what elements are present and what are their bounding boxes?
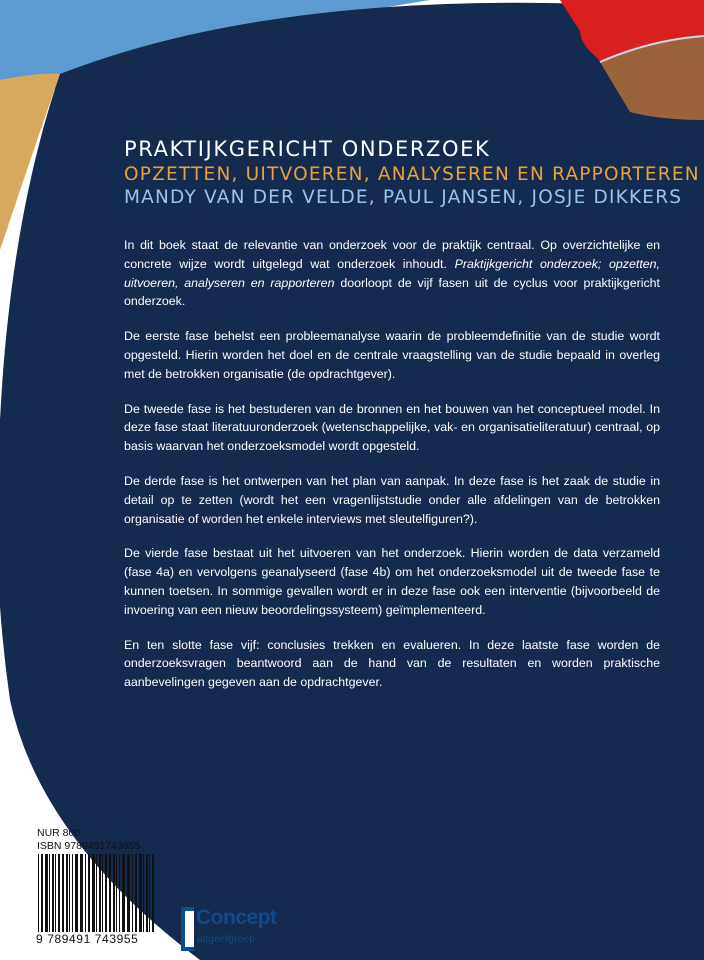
publisher-logo	[181, 907, 281, 953]
blurb-paragraph-5: De vierde fase bestaat uit het uitvoeren van het onderzoek. Hierin worden de data verzameld (fase 4a) en vervolgens geanalyseerd (fase 4b) om het onderzoeksmodel uit de tweede fase te kunnen toetsen. In sommige gevallen wordt er in deze fase ook een interventie (bijvoorbeeld de invoering van een nieuw beoordelingssysteem) geïmplementeerd.	[124, 546, 660, 617]
book-codes	[37, 827, 140, 853]
barcode-bar	[96, 854, 97, 932]
barcode-bar	[127, 854, 130, 932]
barcode-bar	[146, 854, 148, 932]
barcode-bar	[119, 854, 120, 932]
barcode-bar	[58, 854, 60, 932]
barcode-bar	[152, 854, 154, 932]
blurb-paragraph-1	[124, 236, 660, 311]
barcode-bar	[143, 854, 144, 932]
book-authors: MANDY VAN DER VELDE, PAUL JANSEN, JOSJE DIKKERS	[124, 187, 683, 208]
barcode-bar	[92, 854, 95, 932]
barcode-bar	[62, 854, 64, 932]
barcode-bar	[72, 854, 73, 932]
barcode-bar	[49, 854, 50, 932]
barcode-bar	[88, 854, 90, 932]
nur-code: NUR 800	[37, 827, 81, 839]
barcode-bar	[122, 854, 125, 932]
barcode-bar	[75, 854, 78, 932]
blurb-paragraph-4: De derde fase is het ontwerpen van het plan van aanpak. In deze fase is het zaak de studie in detail op te zetten (wordt het een vragenlijststudie onder alle afdelingen van de betrokken organisatie of worden het enkele interviews met sleutelfiguren?).	[124, 473, 660, 526]
barcode-bar	[38, 854, 39, 932]
barcode-bar	[102, 854, 103, 932]
barcode-bar	[52, 854, 54, 932]
blurb-p1-start: In dit boek staat de relevantie van onderzoek voor de praktijk centraal. Op overzichtelijke en concrete wijze wordt uitgelegd wat onderzoek inhoudt.	[124, 238, 660, 271]
barcode-bar	[116, 854, 117, 932]
blurb-p1-end: doorloopt de vijf fasen uit de cyclus voor praktijkgericht onderzoek.	[124, 275, 660, 309]
barcode-bar	[66, 854, 68, 932]
barcode	[36, 854, 158, 932]
barcode-bar	[85, 854, 86, 932]
blurb-paragraph-2: De eerste fase behelst een probleemanalyse waarin de probleemdefinitie van de studie wordt opgesteld. Hierin worden het doel en de centrale vraagstelling van de studie bepaald in overleg met de betrokken organisatie (de opdrachtgever).	[124, 329, 660, 381]
isbn-code: ISBN 9789491743955	[37, 840, 141, 852]
book-subtitle: OPZETTEN, UITVOEREN, ANALYSEREN EN RAPPORTEREN	[124, 164, 700, 185]
barcode-digits: 9 789491 743955	[36, 932, 139, 946]
barcode-bar	[139, 854, 142, 932]
barcode-bar	[99, 854, 101, 932]
barcode-bar	[105, 854, 107, 932]
cover-header	[124, 136, 700, 209]
barcode-bar	[109, 854, 111, 932]
barcode-bar	[135, 854, 137, 932]
publisher-name: Concept	[196, 906, 277, 929]
barcode-bar	[149, 854, 150, 932]
publisher-subtitle: uitgeefgroep	[197, 934, 256, 945]
publisher-logo-mark	[181, 907, 197, 951]
book-title: PRAKTIJKGERICHT ONDERZOEK	[124, 137, 491, 161]
barcode-bar	[41, 854, 43, 932]
barcode-block	[36, 854, 160, 948]
barcode-bar	[69, 854, 70, 932]
blurb-p1-title: Praktijkgericht onderzoek; opzetten, uitvoeren, analyseren en rapporteren	[124, 256, 660, 290]
barcode-bar	[80, 854, 83, 932]
back-cover-blurb	[124, 236, 660, 708]
blurb-paragraph-6: En ten slotte fase vijf: conclusies trekken en evalueren. In deze laatste fase worden de onderzoeksvragen beantwoord aan de hand van de resultaten en worden praktische aanbevelingen gegeven aan de opdrachtgever.	[124, 637, 660, 690]
blurb-paragraph-3: De tweede fase is het bestuderen van de bronnen en het bouwen van het conceptueel model. In deze fase staat literatuuronderzoek (wetenschappelijke, vak- en organisatieliteratuur) centraal, op basis waarvan het onderzoeksmodel wordt opgesteld.	[124, 401, 660, 454]
barcode-bar	[132, 854, 133, 932]
barcode-bar	[55, 854, 56, 932]
barcode-bar	[113, 854, 115, 932]
barcode-bar	[45, 854, 48, 932]
